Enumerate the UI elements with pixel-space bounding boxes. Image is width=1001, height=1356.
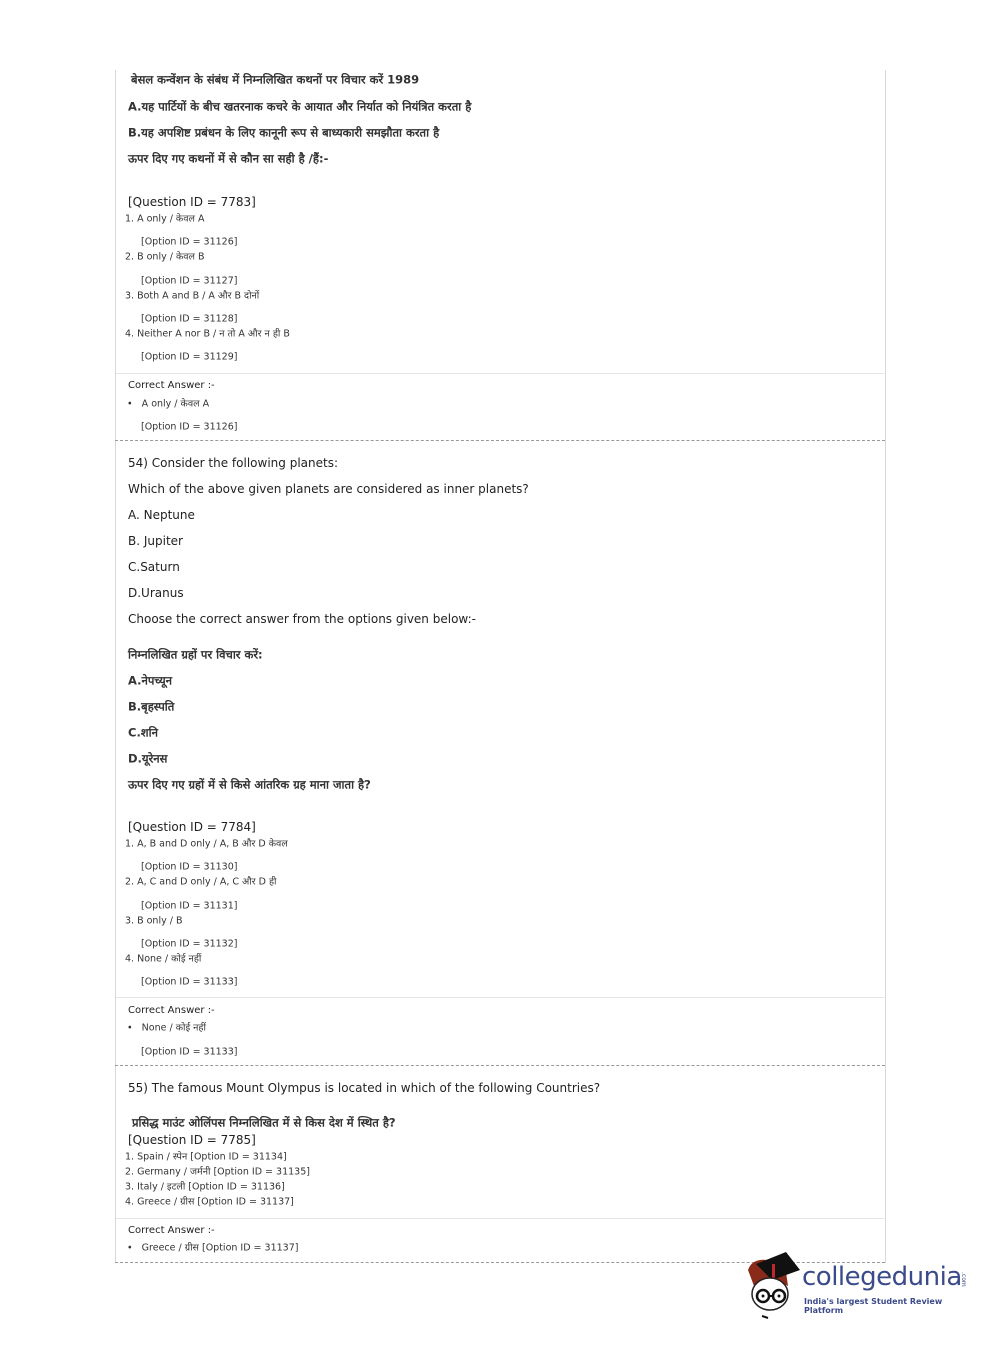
option-id: [Option ID = 31133] — [141, 976, 238, 988]
mascot-icon — [742, 1250, 804, 1322]
correct-answer-label: Correct Answer :- — [128, 380, 215, 391]
q53-line: ऊपर दिए गए कथनों में से कौन सा सही है /हैं:- — [128, 151, 329, 166]
question-hindi: A.नेपच्यून — [128, 673, 173, 688]
divider — [116, 1218, 884, 1219]
option: 4. Neither A nor B / न तो A और न ही B — [125, 328, 290, 340]
correct-answer-label: Correct Answer :- — [128, 1005, 215, 1016]
correct-answer: • Greece / ग्रीस [Option ID = 31137] — [127, 1242, 299, 1254]
question-hindi: D.यूरेनस — [128, 751, 168, 766]
question-text: A. Neptune — [128, 508, 195, 522]
collegedunia-logo — [742, 1250, 982, 1325]
question-text: B. Jupiter — [128, 534, 183, 548]
correct-answer-text: None / कोई नहीं — [141, 1022, 206, 1034]
correct-answer-text: Greece / ग्रीस [Option ID = 31137] — [141, 1242, 299, 1254]
divider — [116, 373, 884, 374]
correct-answer-label: Correct Answer :- — [128, 1225, 215, 1236]
divider — [116, 997, 884, 998]
option: 3. B only / B — [125, 915, 183, 927]
option: 3. Italy / इटली [Option ID = 31136] — [125, 1181, 285, 1193]
question-text: Choose the correct answer from the options given below:- — [128, 612, 476, 626]
question-text: C.Saturn — [128, 560, 180, 574]
q53-line: B.यह अपशिष्ट प्रबंधन के लिए कानूनी रूप से बाध्यकारी समझौता करता है — [128, 125, 440, 140]
question-text: D.Uranus — [128, 586, 184, 600]
question-hindi: प्रसिद्ध माउंट ओलिंपस निम्नलिखित में से किस देश में स्थित है? — [132, 1115, 396, 1130]
option: 3. Both A and B / A और B दोनों — [125, 290, 260, 302]
option: 4. None / कोई नहीं — [125, 953, 202, 965]
question-text: Which of the above given planets are considered as inner planets? — [128, 482, 529, 496]
logo-suffix: .com — [960, 1272, 967, 1287]
question-hindi: C.शनि — [128, 725, 158, 740]
option: 4. Greece / ग्रीस [Option ID = 31137] — [125, 1196, 294, 1208]
option-id: [Option ID = 31126] — [141, 236, 238, 248]
option-id: [Option ID = 31130] — [141, 861, 238, 873]
question-id: [Question ID = 7784] — [128, 820, 256, 834]
option: 1. A, B and D only / A, B और D केवल — [125, 838, 288, 850]
option-id: [Option ID = 31132] — [141, 938, 238, 950]
question-hindi: B.बृहस्पति — [128, 699, 175, 714]
q53-line: A.यह पार्टियों के बीच खतरनाक कचरे के आयात और निर्यात को नियंत्रित करता है — [128, 99, 472, 114]
option: 2. B only / केवल B — [125, 251, 205, 263]
option-id: [Option ID = 31126] — [141, 421, 238, 433]
option: 1. A only / केवल A — [125, 213, 205, 225]
logo-brand: collegedunia — [802, 1262, 962, 1292]
option-id: [Option ID = 31128] — [141, 313, 238, 325]
question-text: 55) The famous Mount Olympus is located in which of the following Countries? — [128, 1081, 601, 1095]
dashed-divider — [115, 1065, 885, 1066]
question-hindi: ऊपर दिए गए ग्रहों में से किसे आंतरिक ग्रह माना जाता है? — [128, 777, 371, 792]
correct-answer-text: A only / केवल A — [141, 398, 210, 410]
question-id: [Question ID = 7785] — [128, 1133, 256, 1147]
option-id: [Option ID = 31133] — [141, 1046, 238, 1058]
option: 2. Germany / जर्मनी [Option ID = 31135] — [125, 1166, 310, 1178]
question-hindi: निम्नलिखित ग्रहों पर विचार करें: — [128, 647, 263, 662]
option-id: [Option ID = 31131] — [141, 900, 238, 912]
option: 2. A, C and D only / A, C और D ही — [125, 876, 277, 888]
logo-tagline: India's largest Student Review Platform — [804, 1297, 943, 1315]
option-id: [Option ID = 31127] — [141, 275, 238, 287]
dashed-divider — [115, 440, 885, 441]
question-text: 54) Consider the following planets: — [128, 456, 338, 470]
question-id: [Question ID = 7783] — [128, 195, 256, 209]
correct-answer: • A only / केवल A — [127, 398, 210, 410]
option-id: [Option ID = 31129] — [141, 351, 238, 363]
q53-line: बेसल कन्वेंशन के संबंध में निम्नलिखित कथनों पर विचार करें 1989 — [131, 72, 420, 87]
correct-answer: • None / कोई नहीं — [127, 1022, 206, 1034]
option: 1. Spain / स्पेन [Option ID = 31134] — [125, 1151, 287, 1163]
